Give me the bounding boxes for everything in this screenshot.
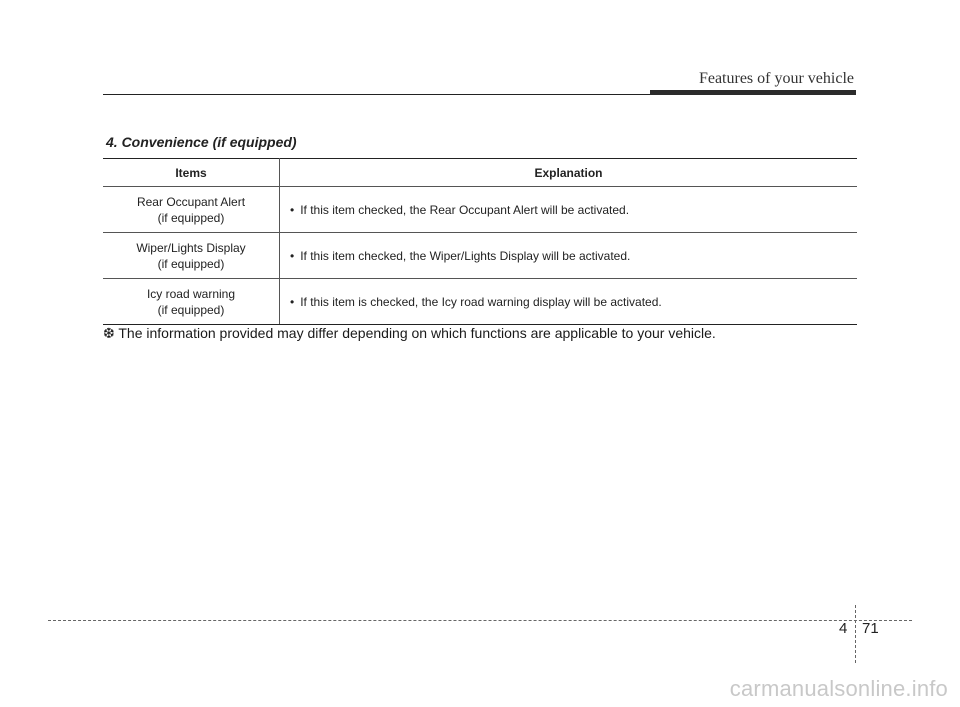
column-header-explanation: Explanation (280, 159, 858, 187)
item-cell (103, 233, 280, 279)
footer-divider (48, 620, 912, 621)
item-name: Rear Occupant Alert (136, 194, 246, 209)
convenience-table (103, 158, 857, 325)
table-row (103, 279, 857, 325)
table-row (103, 233, 857, 279)
bullet-icon: • (290, 202, 295, 217)
footnote-symbol-icon: ❆ (103, 325, 115, 341)
chapter-number: 4 (839, 620, 848, 637)
table-row (103, 187, 857, 233)
bullet-icon: • (290, 294, 295, 309)
item-cell (103, 187, 280, 233)
item-note: (if equipped) (157, 210, 225, 225)
column-header-items: Items (103, 159, 280, 187)
explanation-cell (280, 233, 858, 279)
item-name: Wiper/Lights Display (136, 240, 246, 255)
footnote-text: The information provided may differ depending on which functions are applicable to your vehicle. (118, 325, 716, 341)
section-title: 4. Convenience (if equipped) (106, 134, 297, 150)
footnote (103, 325, 716, 342)
bullet-icon: • (290, 248, 295, 263)
table-header-row (103, 159, 857, 187)
explanation-cell (280, 279, 858, 325)
item-note: (if equipped) (157, 302, 225, 317)
explanation-cell (280, 187, 858, 233)
explanation-text: If this item is checked, the Icy road warning display will be activated. (300, 294, 662, 309)
page-number: 71 (862, 620, 879, 637)
item-cell (103, 279, 280, 325)
explanation-text: If this item checked, the Wiper/Lights Display will be activated. (300, 248, 631, 263)
header-divider (103, 94, 740, 95)
explanation-text: If this item checked, the Rear Occupant Alert will be activated. (300, 202, 630, 217)
item-name: Icy road warning (146, 286, 236, 301)
page-number-divider (855, 605, 856, 663)
watermark: carmanualsonline.info (729, 676, 948, 701)
item-note: (if equipped) (157, 256, 225, 271)
header-divider-accent (650, 90, 856, 95)
header-title: Features of your vehicle (698, 70, 854, 87)
